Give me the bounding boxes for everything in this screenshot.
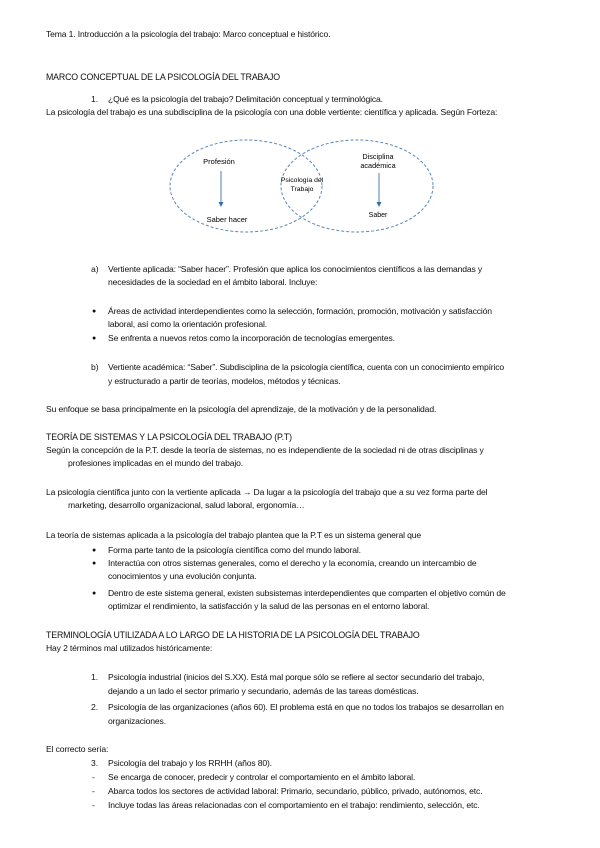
termino2-line1: Psicología de las organizaciones (años 60). El problema está en que no todos los trabajos se desarrollan en bbox=[108, 702, 504, 712]
bullet-icon: ● bbox=[92, 335, 97, 342]
terminologia-intro: Hay 2 términos mal utilizados históricamente: bbox=[46, 643, 213, 653]
sistemas-p3: La teoría de sistemas aplicada a la psicología del trabajo plantea que la P.T es un sistema general que bbox=[46, 530, 422, 540]
section-heading-sistemas: TEORÍA DE SISTEMAS Y LA PSICOLOGÍA DEL TRABAJO (P.T) bbox=[46, 432, 292, 442]
dash-marker: - bbox=[92, 800, 95, 810]
sistemas-bullet2-line1: Interactúa con otros sistemas generales, como el derecho y la economía, creando un intercambio de bbox=[108, 558, 477, 568]
bullet-icon: ● bbox=[92, 560, 97, 567]
venn-right-title-line1: Disciplina bbox=[362, 152, 394, 161]
marker-b: b) bbox=[91, 362, 99, 372]
sistemas-bullet3-line1: Dentro de este sistema general, existen subsistemas interdependientes que comparten el objetivo común de bbox=[108, 588, 506, 598]
item-number: 1. bbox=[91, 672, 99, 682]
bullet-a1-line1: Áreas de actividad interdependientes como la selección, formación, promoción, motivación y satisfacción bbox=[108, 306, 492, 316]
sistemas-p1-line1: Según la concepción de la P.T. desde la teoría de sistemas, no es independiente de la sociedad ni de otras disciplinas y bbox=[46, 445, 484, 455]
dash-item3: Incluye todas las áreas relacionadas con el comportamiento en el trabajo: rendimiento, selección, etc. bbox=[108, 800, 480, 810]
item-number: 3. bbox=[91, 758, 99, 768]
venn-center-line2: Trabajo bbox=[290, 186, 314, 193]
sistemas-bullet3-line2: optimizar el rendimiento, la satisfacción y la salud de las personas en el entorno laboral. bbox=[108, 601, 430, 611]
termino1-line1: Psicología industrial (inicios del S.XX). Está mal porque sólo se refiere al sector secundario del trabajo, bbox=[108, 672, 485, 682]
intro-paragraph: La psicología del trabajo es una subdisciplina de la psicología con una doble vertiente: científica y aplicada. Según Forteza: bbox=[46, 107, 498, 117]
venn-left-arrowhead bbox=[219, 202, 224, 207]
section-heading-marco: MARCO CONCEPTUAL DE LA PSICOLOGÍA DEL TRABAJO bbox=[46, 72, 280, 82]
venn-left-bottom: Saber hacer bbox=[206, 215, 248, 224]
termino1-line2: dejando a un lado el sector primario y secundario, además de las tareas domésticas. bbox=[108, 686, 419, 696]
dash-item2: Abarca todos los sectores de actividad laboral: Primario, secundario, público, privado, autónomos, etc. bbox=[108, 786, 483, 796]
section-heading-terminologia: TERMINOLOGÍA UTILIZADA A LO LARGO DE LA HISTORIA DE LA PSICOLOGÍA DEL TRABAJO bbox=[46, 630, 420, 640]
vertiente-aplicada-line1: Vertiente aplicada: “Saber hacer”. Profesión que aplica los conocimientos científicos a las demandas y bbox=[108, 264, 483, 274]
bullet-icon: ● bbox=[92, 547, 97, 554]
sistemas-p2-line1: La psicología científica junto con la vertiente aplicada → Da lugar a la psicología del trabajo que a su vez forma parte del bbox=[46, 487, 488, 497]
venn-right-bottom: Saber bbox=[368, 212, 388, 219]
bullet-icon: ● bbox=[92, 590, 97, 597]
dash-item1: Se encarga de conocer, predecir y controlar el comportamiento en el ámbito laboral. bbox=[108, 772, 416, 782]
dash-marker: - bbox=[92, 786, 95, 796]
venn-diagram bbox=[165, 135, 445, 240]
dash-marker: - bbox=[92, 772, 95, 782]
sistemas-bullet1: Forma parte tanto de la psicología científica como del mundo laboral. bbox=[108, 545, 361, 555]
document-title: Tema 1. Introducción a la psicología del trabajo: Marco conceptual e histórico. bbox=[46, 29, 331, 39]
venn-right-arrowhead bbox=[377, 202, 382, 207]
venn-left-title: Profesión bbox=[203, 157, 235, 166]
bullet-a2: Se enfrenta a nuevos retos como la incorporación de tecnologías emergentes. bbox=[108, 333, 395, 343]
question-number: 1. bbox=[91, 94, 99, 104]
venn-right-title-line2: académica bbox=[360, 161, 396, 170]
vertiente-academica-line1: Vertiente académica: “Saber”. Subdisciplina de la psicología científica, cuenta con un conocimiento empírico bbox=[108, 362, 505, 372]
question-text: ¿Qué es la psicología del trabajo? Delimitación conceptual y terminológica. bbox=[108, 94, 383, 104]
sistemas-bullet2-line2: conocimientos y una evolución conjunta. bbox=[108, 571, 257, 581]
focus-paragraph: Su enfoque se basa principalmente en la psicología del aprendizaje, de la motivación y de la personalidad. bbox=[46, 404, 437, 414]
bullet-a1-line2: laboral, así como la orientación profesional. bbox=[108, 319, 268, 329]
termino2-line2: organizaciones. bbox=[108, 716, 166, 726]
marker-a: a) bbox=[91, 264, 99, 274]
vertiente-aplicada-line2: necesidades de la sociedad en el ámbito laboral. Incluye: bbox=[108, 277, 318, 287]
vertiente-academica-line2: y estructurado a partir de teorías, modelos, métodos y técnicas. bbox=[108, 376, 341, 386]
sistemas-p2-line2: marketing, desarrollo organizacional, salud laboral, ergonomía… bbox=[68, 500, 305, 510]
item-number: 2. bbox=[91, 702, 99, 712]
sistemas-p1-line2: profesiones implicadas en el mundo del trabajo. bbox=[68, 458, 243, 468]
correct-label: El correcto sería: bbox=[46, 744, 109, 754]
venn-center-line1: Psicología del bbox=[280, 177, 324, 184]
bullet-icon: ● bbox=[92, 308, 97, 315]
termino3: Psicología del trabajo y los RRHH (años 80). bbox=[108, 758, 272, 768]
